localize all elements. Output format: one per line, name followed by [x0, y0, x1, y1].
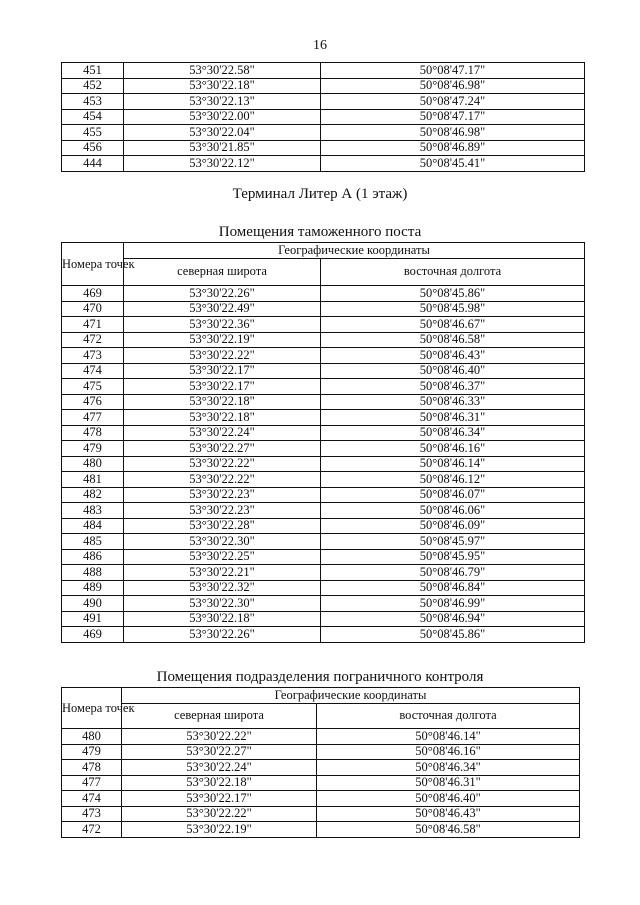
- table-row: [62, 332, 585, 348]
- east-longitude-cell: 50°08'45.86": [321, 627, 585, 643]
- east-longitude-cell: 50°08'46.14": [317, 729, 580, 745]
- north-latitude-cell: 53°30'22.32": [124, 580, 321, 596]
- table-row: [62, 317, 585, 333]
- table-row: [62, 503, 585, 519]
- point-number-cell: 478: [62, 425, 124, 441]
- table-row: [62, 791, 580, 807]
- point-number-cell: 477: [62, 410, 124, 426]
- header-point-number: Номера точек: [62, 688, 122, 729]
- header-geo-coordinates: Географические координаты: [122, 688, 580, 704]
- customs-coordinates-table: [61, 242, 585, 643]
- table-row: [62, 125, 585, 141]
- table-row: [62, 760, 580, 776]
- point-number-cell: 444: [62, 156, 124, 172]
- table-row: [62, 301, 585, 317]
- table-row: [62, 425, 585, 441]
- north-latitude-cell: 53°30'22.23": [124, 487, 321, 503]
- north-latitude-cell: 53°30'22.25": [124, 549, 321, 565]
- east-longitude-cell: 50°08'45.86": [321, 286, 585, 302]
- east-longitude-cell: 50°08'46.67": [321, 317, 585, 333]
- table-row: [62, 379, 585, 395]
- north-latitude-cell: 53°30'22.22": [124, 472, 321, 488]
- point-number-cell: 489: [62, 580, 124, 596]
- east-longitude-cell: 50°08'46.84": [321, 580, 585, 596]
- table-row: [62, 394, 585, 410]
- north-latitude-cell: 53°30'22.23": [124, 503, 321, 519]
- table-row: [62, 627, 585, 643]
- point-number-cell: 456: [62, 140, 124, 156]
- point-number-cell: 480: [62, 456, 124, 472]
- east-longitude-cell: 50°08'46.79": [321, 565, 585, 581]
- table-row: [62, 549, 585, 565]
- point-number-cell: 479: [62, 441, 124, 457]
- east-longitude-cell: 50°08'46.33": [321, 394, 585, 410]
- point-number-cell: 476: [62, 394, 124, 410]
- point-number-cell: 490: [62, 596, 124, 612]
- north-latitude-cell: 53°30'22.28": [124, 518, 321, 534]
- east-longitude-cell: 50°08'47.17": [321, 109, 585, 125]
- point-number-cell: 479: [62, 744, 122, 760]
- north-latitude-cell: 53°30'22.49": [124, 301, 321, 317]
- table-row: [62, 348, 585, 364]
- north-latitude-cell: 53°30'22.26": [124, 627, 321, 643]
- point-number-cell: 486: [62, 549, 124, 565]
- table-row: [62, 596, 585, 612]
- north-latitude-cell: 53°30'22.22": [122, 806, 317, 822]
- east-longitude-cell: 50°08'46.98": [321, 78, 585, 94]
- east-longitude-cell: 50°08'46.40": [317, 791, 580, 807]
- page-number: 16: [313, 38, 327, 53]
- north-latitude-cell: 53°30'22.18": [124, 611, 321, 627]
- north-latitude-cell: 53°30'22.19": [124, 332, 321, 348]
- point-number-cell: 469: [62, 286, 124, 302]
- north-latitude-cell: 53°30'22.26": [124, 286, 321, 302]
- point-number-cell: 474: [62, 363, 124, 379]
- east-longitude-cell: 50°08'47.24": [321, 94, 585, 110]
- table-row: [62, 729, 580, 745]
- east-longitude-cell: 50°08'45.95": [321, 549, 585, 565]
- east-longitude-cell: 50°08'46.98": [321, 125, 585, 141]
- point-number-cell: 488: [62, 565, 124, 581]
- point-number-cell: 481: [62, 472, 124, 488]
- east-longitude-cell: 50°08'46.07": [321, 487, 585, 503]
- header-north-latitude: северная широта: [124, 259, 321, 286]
- east-longitude-cell: 50°08'46.16": [321, 441, 585, 457]
- east-longitude-cell: 50°08'46.34": [321, 425, 585, 441]
- north-latitude-cell: 53°30'22.12": [124, 156, 321, 172]
- north-latitude-cell: 53°30'22.30": [124, 534, 321, 550]
- point-number-cell: 475: [62, 379, 124, 395]
- table-row: [62, 611, 585, 627]
- east-longitude-cell: 50°08'46.06": [321, 503, 585, 519]
- north-latitude-cell: 53°30'21.85": [124, 140, 321, 156]
- table-row: [62, 775, 580, 791]
- table-row: [62, 580, 585, 596]
- point-number-cell: 454: [62, 109, 124, 125]
- north-latitude-cell: 53°30'22.19": [122, 822, 317, 838]
- north-latitude-cell: 53°30'22.27": [124, 441, 321, 457]
- table-row: [62, 441, 585, 457]
- east-longitude-cell: 50°08'46.40": [321, 363, 585, 379]
- east-longitude-cell: 50°08'45.98": [321, 301, 585, 317]
- header-point-number: Номера точек: [62, 243, 124, 286]
- point-number-cell: 480: [62, 729, 122, 745]
- table-row: [62, 534, 585, 550]
- table-row: [62, 109, 585, 125]
- table-row: [62, 140, 585, 156]
- east-longitude-cell: 50°08'46.16": [317, 744, 580, 760]
- point-number-cell: 477: [62, 775, 122, 791]
- north-latitude-cell: 53°30'22.13": [124, 94, 321, 110]
- north-latitude-cell: 53°30'22.18": [124, 410, 321, 426]
- north-latitude-cell: 53°30'22.18": [124, 394, 321, 410]
- east-longitude-cell: 50°08'46.43": [317, 806, 580, 822]
- point-number-cell: 452: [62, 78, 124, 94]
- header-geo-coordinates: Географические координаты: [124, 243, 585, 259]
- table-row: [62, 286, 585, 302]
- section-title: Терминал Литер А (1 этаж): [232, 186, 408, 202]
- north-latitude-cell: 53°30'22.17": [124, 363, 321, 379]
- table-row: [62, 410, 585, 426]
- north-latitude-cell: 53°30'22.18": [124, 78, 321, 94]
- east-longitude-cell: 50°08'46.12": [321, 472, 585, 488]
- customs-table-title: Помещения таможенного поста: [218, 224, 422, 240]
- east-longitude-cell: 50°08'46.09": [321, 518, 585, 534]
- point-number-cell: 451: [62, 63, 124, 79]
- point-number-cell: 473: [62, 348, 124, 364]
- table-row: [62, 806, 580, 822]
- north-latitude-cell: 53°30'22.22": [122, 729, 317, 745]
- customs-table-body: [62, 286, 585, 643]
- border-coordinates-table: [61, 687, 580, 838]
- table-row: [62, 78, 585, 94]
- point-number-cell: 472: [62, 822, 122, 838]
- table-row: [62, 518, 585, 534]
- point-number-cell: 455: [62, 125, 124, 141]
- table-row: [62, 472, 585, 488]
- top-coordinates-table: [61, 62, 585, 172]
- table-row: [62, 156, 585, 172]
- north-latitude-cell: 53°30'22.22": [124, 456, 321, 472]
- header-north-latitude: северная широта: [122, 704, 317, 729]
- east-longitude-cell: 50°08'46.34": [317, 760, 580, 776]
- table-row: [62, 487, 585, 503]
- point-number-cell: 473: [62, 806, 122, 822]
- border-table-title: Помещения подразделения пограничного контроля: [156, 669, 484, 685]
- east-longitude-cell: 50°08'46.99": [321, 596, 585, 612]
- east-longitude-cell: 50°08'45.97": [321, 534, 585, 550]
- east-longitude-cell: 50°08'46.14": [321, 456, 585, 472]
- north-latitude-cell: 53°30'22.18": [122, 775, 317, 791]
- north-latitude-cell: 53°30'22.58": [124, 63, 321, 79]
- north-latitude-cell: 53°30'22.27": [122, 744, 317, 760]
- point-number-cell: 485: [62, 534, 124, 550]
- north-latitude-cell: 53°30'22.17": [124, 379, 321, 395]
- border-table-body: [62, 729, 580, 838]
- top-table-body: [62, 63, 585, 172]
- east-longitude-cell: 50°08'46.43": [321, 348, 585, 364]
- point-number-cell: 472: [62, 332, 124, 348]
- table-row: [62, 565, 585, 581]
- table-row: [62, 822, 580, 838]
- point-number-cell: 484: [62, 518, 124, 534]
- east-longitude-cell: 50°08'46.94": [321, 611, 585, 627]
- table-row: [62, 456, 585, 472]
- east-longitude-cell: 50°08'46.89": [321, 140, 585, 156]
- point-number-cell: 453: [62, 94, 124, 110]
- east-longitude-cell: 50°08'46.31": [321, 410, 585, 426]
- point-number-cell: 478: [62, 760, 122, 776]
- north-latitude-cell: 53°30'22.22": [124, 348, 321, 364]
- north-latitude-cell: 53°30'22.00": [124, 109, 321, 125]
- east-longitude-cell: 50°08'46.37": [321, 379, 585, 395]
- north-latitude-cell: 53°30'22.17": [122, 791, 317, 807]
- north-latitude-cell: 53°30'22.24": [122, 760, 317, 776]
- north-latitude-cell: 53°30'22.21": [124, 565, 321, 581]
- header-east-longitude: восточная долгота: [317, 704, 580, 729]
- north-latitude-cell: 53°30'22.30": [124, 596, 321, 612]
- point-number-cell: 491: [62, 611, 124, 627]
- point-number-cell: 482: [62, 487, 124, 503]
- east-longitude-cell: 50°08'46.58": [321, 332, 585, 348]
- table-row: [62, 94, 585, 110]
- east-longitude-cell: 50°08'47.17": [321, 63, 585, 79]
- point-number-cell: 483: [62, 503, 124, 519]
- table-row: [62, 744, 580, 760]
- point-number-cell: 470: [62, 301, 124, 317]
- table-row: [62, 63, 585, 79]
- east-longitude-cell: 50°08'46.58": [317, 822, 580, 838]
- north-latitude-cell: 53°30'22.36": [124, 317, 321, 333]
- east-longitude-cell: 50°08'45.41": [321, 156, 585, 172]
- header-east-longitude: восточная долгота: [321, 259, 585, 286]
- north-latitude-cell: 53°30'22.24": [124, 425, 321, 441]
- north-latitude-cell: 53°30'22.04": [124, 125, 321, 141]
- point-number-cell: 474: [62, 791, 122, 807]
- table-row: [62, 363, 585, 379]
- point-number-cell: 469: [62, 627, 124, 643]
- east-longitude-cell: 50°08'46.31": [317, 775, 580, 791]
- point-number-cell: 471: [62, 317, 124, 333]
